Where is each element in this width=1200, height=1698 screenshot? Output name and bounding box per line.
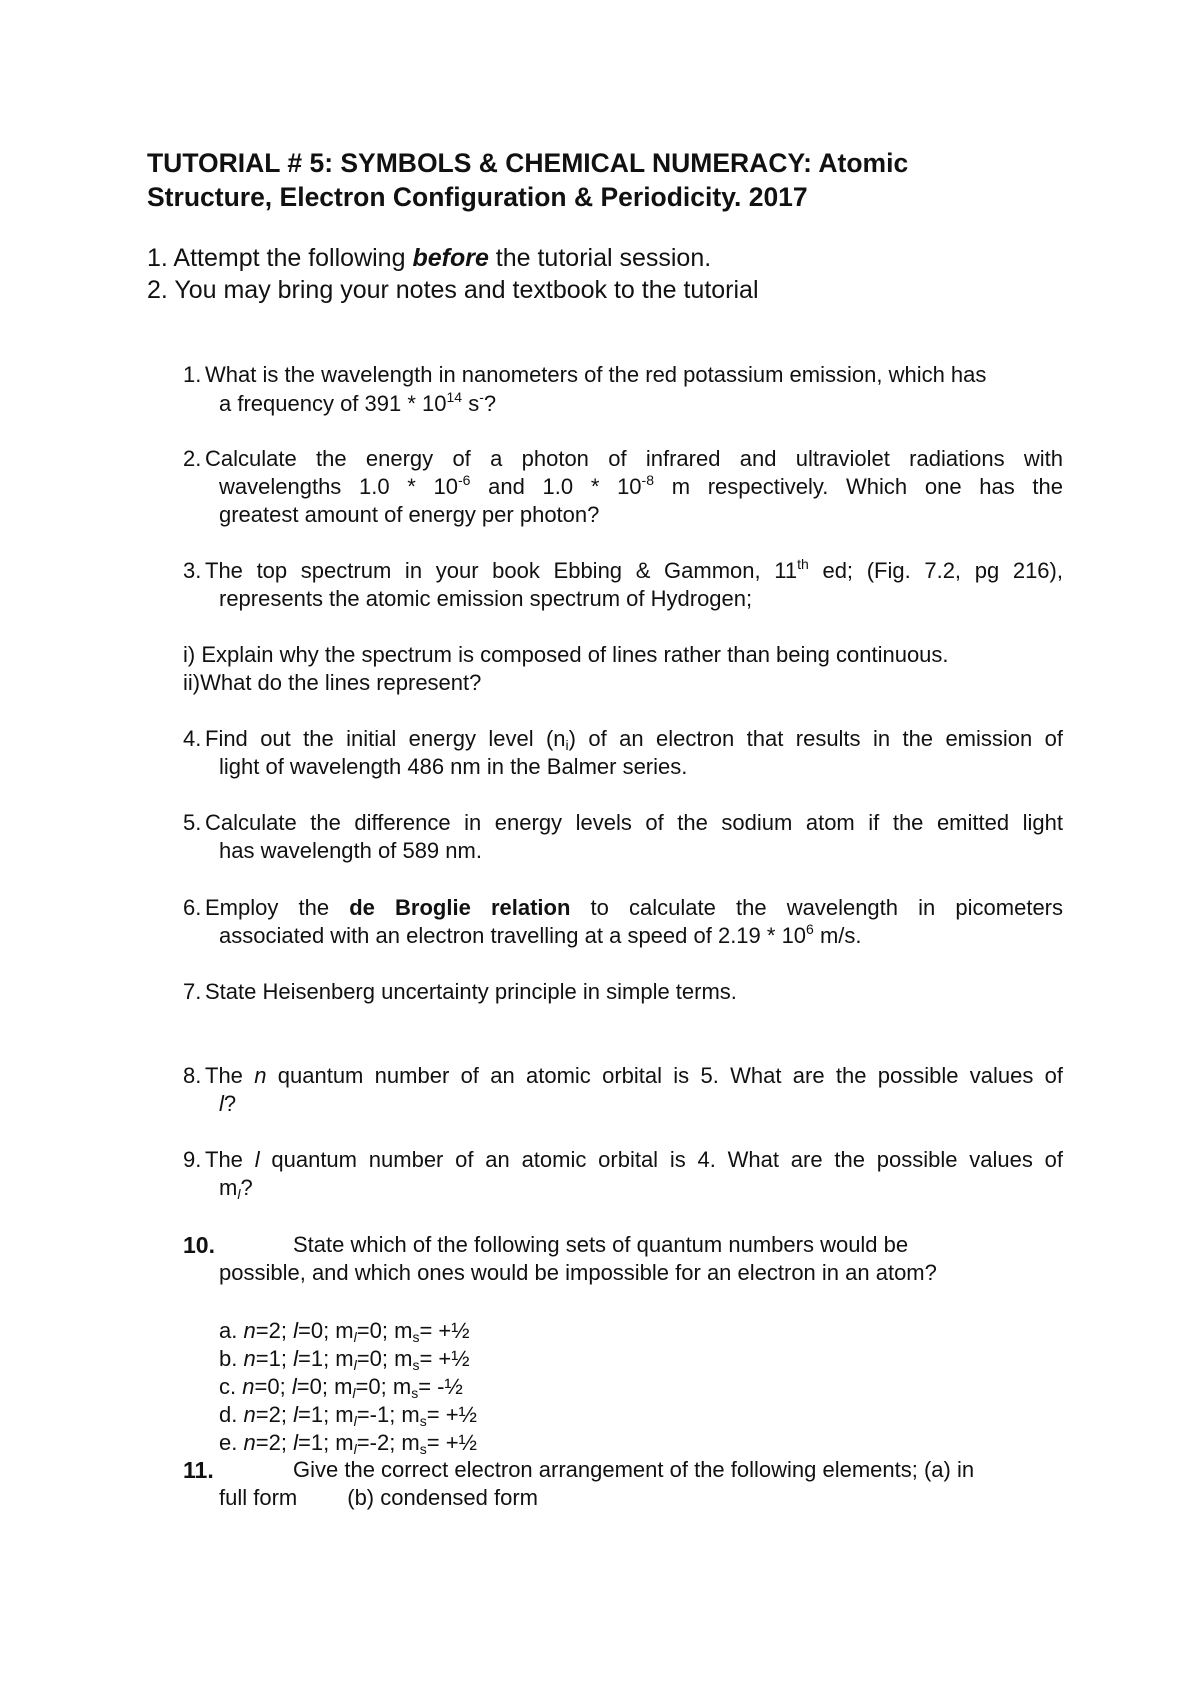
question-6-line-1: Employ the de Broglie relation to calculate the wavelength in picometers bbox=[205, 895, 1064, 920]
title-line-2: Structure, Electron Configuration & Periodicity. 2017 bbox=[147, 182, 808, 212]
quantum-set-option: d. n=2; l=1; $m_l=-1$; $m_s=$ +½ bbox=[219, 1402, 477, 1429]
question-3-number: 3. bbox=[183, 558, 202, 583]
question-2-line-3: greatest amount of energy per photon? bbox=[219, 502, 600, 527]
question-6-line-2: associated with an electron travelling at a speed of $2.19 * 10^6$ m/s. bbox=[219, 921, 862, 948]
question-9-line-1: The l quantum number of an atomic orbital is 4. What are the possible values of bbox=[205, 1147, 1063, 1172]
question-2-line-2: wavelengths $1.0 * 10^{-6}$ and $1.0 * 10^{-8}$ m respectively. Which one has the bbox=[219, 472, 1063, 499]
question-1-number: 1. bbox=[183, 362, 202, 387]
question-3-part-i: i) Explain why the spectrum is composed of lines rather than being continuous. bbox=[183, 642, 949, 667]
question-10-line-1: State which of the following sets of quantum numbers would be bbox=[293, 1232, 909, 1257]
instruction-2: 2. You may bring your notes and textbook to the tutorial bbox=[147, 276, 759, 304]
question-3-line-1: The top spectrum in your book Ebbing & Gammon, 11th ed; (Fig. 7.2, pg 216), bbox=[205, 556, 1063, 583]
question-8-line-1: The n quantum number of an atomic orbital is 5. What are the possible values of bbox=[205, 1063, 1064, 1088]
question-7-number: 7. bbox=[183, 979, 202, 1004]
question-1-line-1: What is the wavelength in nanometers of the red potassium emission, which has bbox=[205, 362, 987, 387]
quantum-set-option: a. n=2; l=0; $m_l=0$; $m_s=$ +½ bbox=[219, 1318, 470, 1345]
question-11-line-1: Give the correct electron arrangement of the following elements; (a) in bbox=[293, 1457, 975, 1482]
instruction-emphasis: before bbox=[412, 244, 489, 272]
question-6-number: 6. bbox=[183, 895, 202, 920]
question-9-line-2: $m_l$? bbox=[219, 1175, 253, 1202]
instruction-1: 1. Attempt the following before the tutorial session. bbox=[147, 244, 712, 272]
question-1-line-2: a frequency of $391 * 10^{14}$ s-? bbox=[219, 389, 497, 416]
question-5-line-2: has wavelength of 589 nm. bbox=[219, 838, 482, 863]
question-9-number: 9. bbox=[183, 1147, 202, 1172]
question-4-line-2: light of wavelength 486 nm in the Balmer series. bbox=[219, 754, 688, 779]
question-5-number: 5. bbox=[183, 810, 202, 835]
question-11-number: 11. bbox=[183, 1457, 214, 1483]
question-4-number: 4. bbox=[183, 726, 202, 751]
question-11-line-2: full form (b) condensed form bbox=[219, 1485, 539, 1510]
question-3-line-2: represents the atomic emission spectrum of Hydrogen; bbox=[219, 586, 753, 611]
question-8-number: 8. bbox=[183, 1063, 202, 1088]
question-7-line-1: State Heisenberg uncertainty principle in simple terms. bbox=[205, 979, 737, 1004]
title-line-1: TUTORIAL # 5: SYMBOLS & CHEMICAL NUMERACY: Atomic bbox=[147, 148, 909, 178]
question-10-line-2: possible, and which ones would be impossible for an electron in an atom? bbox=[219, 1260, 937, 1285]
question-5-line-1: Calculate the difference in energy levels of the sodium atom if the emitted light bbox=[205, 810, 1063, 835]
quantum-set-option: e. n=2; l=1; $m_l=-2$; $m_s=$ +½ bbox=[219, 1430, 477, 1457]
question-10-number: 10. bbox=[183, 1232, 215, 1258]
de-broglie-term: de Broglie relation bbox=[349, 895, 571, 920]
question-2-line-1: Calculate the energy of a photon of infrared and ultraviolet radiations with bbox=[205, 446, 1063, 471]
question-2-number: 2. bbox=[183, 446, 202, 471]
quantum-set-option: c. n=0; l=0; $m_l=0$; $m_s=$ -½ bbox=[219, 1374, 463, 1401]
question-8-line-2: l? bbox=[219, 1091, 237, 1116]
question-3-part-ii: ii)What do the lines represent? bbox=[183, 670, 482, 695]
question-4-line-1: Find out the initial energy level $(n_i)$ of an electron that results in the emission of bbox=[205, 726, 1063, 753]
quantum-set-option: b. n=1; l=1; $m_l=0$; $m_s=$ +½ bbox=[219, 1346, 470, 1373]
